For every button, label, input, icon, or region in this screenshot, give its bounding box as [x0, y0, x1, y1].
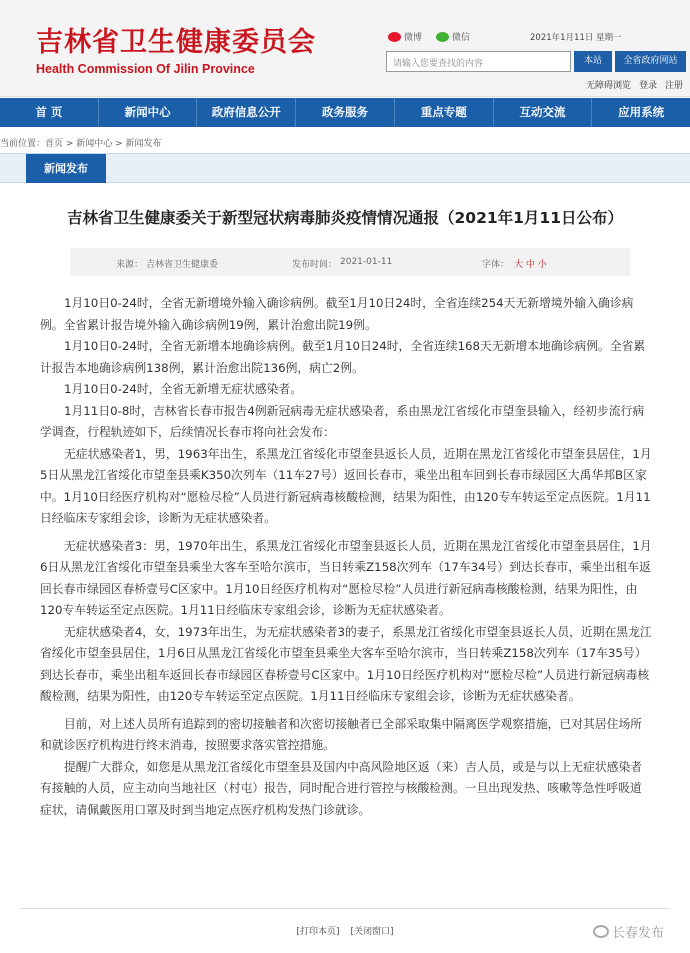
nav-home[interactable]: 首 页 [0, 98, 99, 127]
nav-info-public[interactable]: 政府信息公开 [197, 98, 296, 127]
paragraph: 无症状感染者4，女，1973年出生，为无症状感染者3的妻子，系黑龙江省绥化市望奎县返长人员，近期在黑龙江省绥化市望奎县居住，1月6日从黑龙江省绥化市望奎县乘坐大客车至哈尔滨市，当日转乘Z158次列车（17车35号）到达长春市，乘坐出租车返回长春市绿园区春桥壹号C区家中。1月10日经医疗机构对“愿检尽检”人员进行新冠病毒核酸检测，结果为阳性，由120专车转运至定点医院。1月11日经临床专家组会诊，诊断为无症状感染者。 [40, 624, 652, 703]
fontsize-label: 字体： [482, 260, 510, 270]
nav-interaction[interactable]: 互动交流 [494, 98, 593, 127]
breadcrumb[interactable]: 当前位置：首页 > 新闻中心 > 新闻发布 [0, 139, 162, 149]
paragraph: 1月10日0-24时，全省无新增境外输入确诊病例。截至1月10日24时，全省连续254天无新增境外输入确诊病例。全省累计报告境外输入确诊病例19例，累计治愈出院19例。 [40, 296, 634, 332]
published-label: 发布时间： [292, 260, 338, 270]
source-value: 吉林省卫生健康委 [146, 260, 219, 270]
site-header [0, 0, 690, 97]
article-body [40, 293, 652, 821]
source-label: 来源： [116, 260, 144, 270]
nav-news[interactable]: 新闻中心 [99, 98, 198, 127]
fontsize-options[interactable]: 大 中 小 [514, 260, 547, 270]
paragraph: 无症状感染者1，男，1963年出生，系黑龙江省绥化市望奎县返长人员，近期在黑龙江省绥化市望奎县居住，1月5日从黑龙江省绥化市望奎县乘K350次列车（11车27号）返回长春市，乘坐出租车回到长春市绿园区大禹华邦B区家中。1月10日经医疗机构对“愿检尽检”人员进行新冠病毒核酸检测，结果为阳性，由120专车转运至定点医院。1月11日经临床专家组会诊，诊断为无症状感染者。 [40, 446, 652, 525]
section-bar [0, 153, 690, 183]
weibo-icon [593, 925, 609, 938]
user-links [586, 78, 683, 91]
site-title-en: Health Commission Of Jilin Province [36, 62, 255, 76]
paragraph: 无症状感染者3：男，1970年出生，系黑龙江省绥化市望奎县返长人员，近期在黑龙江省绥化市望奎县居住，1月6日从黑龙江省绥化市望奎县乘坐大客车至哈尔滨市，当日转乘Z158次列车（17车34号）到达长春市，乘坐出租车返回长春市绿园区春桥壹号C区家中。1月10日经医疗机构对“愿检尽检”人员进行新冠病毒核酸检测，结果为阳性，由120专车转运至定点医院。1月11日经临床专家组会诊，诊断为无症状感染者。 [40, 538, 652, 617]
search-input[interactable]: 请输入您要查找的内容 [386, 51, 571, 72]
accessibility-link[interactable]: 无障碍浏览 [586, 81, 632, 91]
print-button[interactable]: [打印本页] [296, 927, 340, 937]
search-site-button[interactable]: 本站 [574, 51, 612, 72]
login-link[interactable]: 登录 [639, 81, 658, 91]
nav-topics[interactable]: 重点专题 [395, 98, 494, 127]
divider [20, 908, 670, 909]
search-gov-button[interactable]: 全省政府网站 [615, 51, 686, 72]
footer-links [0, 924, 690, 937]
watermark [593, 922, 664, 941]
paragraph: 提醒广大群众，如您是从黑龙江省绥化市望奎县及国内中高风险地区返（来）吉人员，或是与以上无症状感染者有接触的人员，应主动向当地社区（村屯）报告，同时配合进行管控与核酸检测。一旦出现发热、咳嗽等急性呼吸道症状，请佩戴医用口罩及时到当地定点医疗机构发热门诊就诊。 [40, 759, 643, 817]
register-link[interactable]: 注册 [665, 81, 684, 91]
section-tab-news-release[interactable]: 新闻发布 [26, 154, 106, 183]
paragraph: 1月10日0-24时，全省无新增无症状感染者。 [64, 382, 303, 396]
social-links [388, 30, 470, 43]
paragraph: 目前，对上述人员所有追踪到的密切接触者和次密切接触者已全部采取集中隔离医学观察措施，已对其居住场所和就诊医疗机构进行终末消毒，按照要求落实管控措施。 [40, 716, 643, 752]
weibo-icon [388, 32, 401, 42]
wechat-icon [436, 32, 449, 42]
watermark-text: 长春发布 [612, 926, 665, 941]
paragraph: 1月10日0-24时，全省无新增本地确诊病例。截至1月10日24时，全省连续168天无新增本地确诊病例。全省累计报告本地确诊病例138例，累计治愈出院136例，病亡2例。 [40, 339, 646, 375]
weibo-link[interactable]: 微博 [388, 30, 422, 43]
article-title: 吉林省卫生健康委关于新型冠状病毒肺炎疫情情况通报（2021年1月11日公布） [67, 209, 623, 227]
nav-services[interactable]: 政务服务 [296, 98, 395, 127]
current-date: 2021年1月11日 星期一 [530, 33, 622, 43]
nav-apps[interactable]: 应用系统 [618, 105, 665, 119]
close-window-button[interactable]: [关闭窗口] [350, 927, 394, 937]
site-title-cn[interactable]: 吉林省卫生健康委员会 [36, 27, 316, 58]
main-nav [0, 98, 690, 127]
published-value: 2021-01-11 [340, 257, 393, 267]
article-meta [70, 248, 630, 276]
wechat-link[interactable]: 微信 [436, 30, 470, 43]
paragraph: 1月11日0-8时，吉林省长春市报告4例新冠病毒无症状感染者，系由黑龙江省绥化市望奎县输入，经初步流行病学调查，行程轨迹如下，后续情况长春市将向社会发布： [40, 403, 645, 439]
